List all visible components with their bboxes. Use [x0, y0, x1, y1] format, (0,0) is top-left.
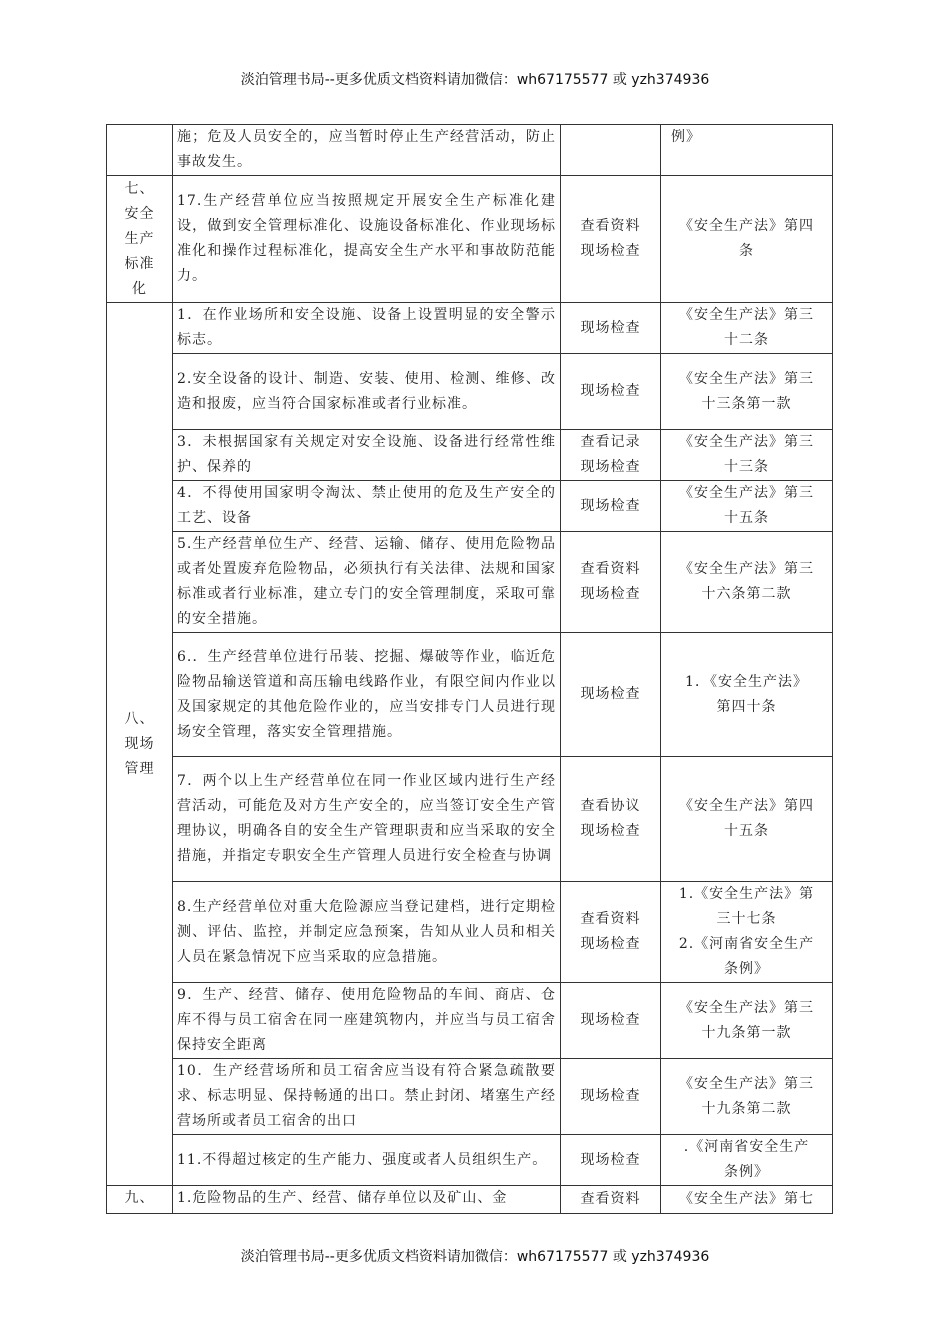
text-line: 《安全生产法》第四 — [679, 798, 814, 814]
method-cell — [561, 1059, 661, 1135]
text-line: 十九条第二款 — [701, 1100, 792, 1117]
basis-cell — [661, 633, 833, 757]
text-line: 现场检查 — [580, 319, 641, 336]
basis-cell — [661, 481, 833, 532]
table-row — [107, 633, 833, 757]
basis-cell — [661, 430, 833, 481]
text-line: 《安全生产法》第三 — [679, 307, 814, 323]
text-line: 查看记录 — [580, 434, 641, 450]
content-cell: 4．不得使用国家明令淘汰、禁止使用的危及生产安全的工艺、设备 — [173, 481, 561, 532]
table-row — [107, 1186, 833, 1214]
category-cell — [107, 303, 173, 1186]
text-line: 第四十条 — [716, 698, 777, 715]
text-line: 查看资料 — [580, 218, 641, 234]
basis-cell — [661, 1135, 833, 1186]
basis-cell — [661, 1059, 833, 1135]
text-line: 《安全生产法》第三 — [679, 1075, 814, 1092]
basis-cell — [661, 354, 833, 430]
table-row — [107, 303, 833, 354]
basis-cell — [661, 757, 833, 882]
text-line: 查看资料 — [580, 911, 641, 927]
method-cell — [561, 532, 661, 633]
table-row — [107, 430, 833, 481]
method-cell — [561, 125, 661, 176]
text-line: 《安全生产法》第三 — [679, 561, 814, 577]
table-row — [107, 481, 833, 532]
text-line: 十九条第一款 — [701, 1024, 792, 1041]
text-line: 现场检查 — [580, 936, 641, 952]
text-line: 九、 — [124, 1190, 155, 1206]
text-line: 查看资料 — [580, 1191, 641, 1207]
table-row — [107, 757, 833, 882]
text-line: 1.《安全生产法》第 — [678, 886, 815, 902]
text-line: 现场检查 — [580, 459, 641, 475]
method-cell — [561, 1186, 661, 1214]
text-line: 三十七条 — [716, 911, 777, 927]
content-cell: 5.生产经营单位生产、经营、运输、储存、使用危险物品或者处置废弃危险物品，必须执行有关法律、法规和国家标准或者行业标准，建立专门的安全管理制度，采取可靠的安全措施。 — [173, 532, 561, 633]
content-cell: 施；危及人员安全的，应当暂时停止生产经营活动，防止事故发生。 — [173, 125, 561, 176]
text-line: 管理 — [124, 760, 155, 777]
text-line: 生产 — [124, 230, 155, 247]
text-line: 条例》 — [724, 1164, 769, 1180]
table-row — [107, 125, 833, 176]
text-line: 八、 — [124, 710, 155, 727]
method-cell — [561, 303, 661, 354]
text-line: 现场检查 — [580, 497, 641, 514]
basis-cell — [661, 1186, 833, 1214]
text-line: 现场检查 — [580, 1151, 641, 1168]
method-cell — [561, 757, 661, 882]
table-row — [107, 882, 833, 983]
method-cell — [561, 481, 661, 532]
content-cell: 1．在作业场所和安全设施、设备上设置明显的安全警示标志。 — [173, 303, 561, 354]
text-line: 查看资料 — [580, 561, 641, 577]
basis-cell — [661, 176, 833, 303]
text-line: 现场检查 — [580, 686, 641, 702]
text-line: 《安全生产法》第三 — [679, 485, 814, 501]
content-cell: 11.不得超过核定的生产能力、强度或者人员组织生产。 — [173, 1135, 561, 1186]
method-cell — [561, 633, 661, 757]
basis-cell — [661, 882, 833, 983]
content-cell: 3．未根据国家有关规定对安全设施、设备进行经常性维护、保养的 — [173, 430, 561, 481]
content-cell: 6.．生产经营单位进行吊装、挖掘、爆破等作业，临近危险物品输送管道和高压输电线路作业，有限空间内作业以及国家规定的其他危险作业的，应当安排专门人员进行现场安全管理，落实安全管理措施。 — [173, 633, 561, 757]
content-cell: 9．生产、经营、储存、使用危险物品的车间、商店、仓库不得与员工宿舍在同一座建筑物内，并应当与员工宿舍保持安全距离 — [173, 983, 561, 1059]
basis-cell — [661, 983, 833, 1059]
table-row — [107, 983, 833, 1059]
method-cell — [561, 176, 661, 303]
text-line: 标准 — [124, 255, 155, 272]
basis-cell — [661, 303, 833, 354]
text-line: 十三条第一款 — [701, 395, 792, 412]
page-header: 淡泊管理书局--更多优质文档资料请加微信：wh67175577 或 yzh374936 — [240, 72, 710, 88]
text-line: 七、 — [124, 180, 155, 197]
text-line: 现场检查 — [580, 823, 641, 839]
text-line: 十五条 — [724, 510, 769, 526]
inspection-table — [106, 124, 833, 1214]
table-row — [107, 354, 833, 430]
content-cell: 8.生产经营单位对重大危险源应当登记建档，进行定期检测、评估、监控，并制定应急预案，告知从业人员和相关人员在紧急情况下应当采取的应急措施。 — [173, 882, 561, 983]
text-line: 《安全生产法》第三 — [679, 434, 814, 450]
text-line: 2.《河南省安全生产 — [678, 936, 815, 952]
content-cell: 7．两个以上生产经营单位在同一作业区域内进行生产经营活动，可能危及对方生产安全的，应当签订安全生产管理协议，明确各自的安全生产管理职责和应当采取的安全措施，并指定专职安全生产管理人员进行安全检查与协调 — [173, 757, 561, 882]
content-cell: 2.安全设备的设计、制造、安装、使用、检测、维修、改造和报废，应当符合国家标准或者行业标准。 — [173, 354, 561, 430]
table-row — [107, 176, 833, 303]
method-cell — [561, 882, 661, 983]
text-line: 现场 — [124, 735, 155, 752]
text-line: 安全 — [124, 205, 155, 222]
text-line: 条例》 — [724, 961, 769, 977]
text-line: 十六条第二款 — [701, 586, 792, 602]
content-cell: 17.生产经营单位应当按照规定开展安全生产标准化建设，做到安全管理标准化、设施设备标准化、作业现场标准化和操作过程标准化，提高安全生产水平和事故防范能力。 — [173, 176, 561, 303]
text-line: 现场检查 — [580, 243, 641, 259]
text-line: 十五条 — [724, 823, 769, 839]
text-line: 《安全生产法》第七 — [679, 1191, 814, 1207]
text-line: 《安全生产法》第三 — [679, 999, 814, 1016]
text-line: 现场检查 — [580, 383, 641, 399]
table-row — [107, 532, 833, 633]
method-cell — [561, 430, 661, 481]
text-line: 化 — [132, 280, 147, 297]
content-cell: 10．生产经营场所和员工宿舍应当设有符合紧急疏散要求、标志明显、保持畅通的出口。禁止封闭、堵塞生产经营场所或者员工宿舍的出口 — [173, 1059, 561, 1135]
text-line: 查看协议 — [580, 798, 641, 814]
table-row — [107, 1135, 833, 1186]
table-row — [107, 1059, 833, 1135]
basis-cell — [661, 532, 833, 633]
text-line: 《安全生产法》第三 — [679, 370, 814, 387]
text-line: 现场检查 — [580, 1088, 641, 1104]
category-cell — [107, 125, 173, 176]
method-cell — [561, 354, 661, 430]
text-line: .《河南省安全生产 — [683, 1139, 810, 1155]
text-line: 《安全生产法》第四 — [679, 218, 814, 234]
text-line: 十三条 — [724, 459, 769, 475]
text-line: 现场检查 — [580, 586, 641, 602]
content-cell: 1.危险物品的生产、经营、储存单位以及矿山、金 — [173, 1186, 561, 1214]
text-line: 1．《安全生产法》 — [685, 673, 808, 690]
table-body — [107, 125, 833, 1214]
category-cell — [107, 1186, 173, 1214]
basis-cell: 例》 — [661, 125, 833, 176]
text-line: 现场检查 — [580, 1012, 641, 1028]
category-cell — [107, 176, 173, 303]
page-footer: 淡泊管理书局--更多优质文档资料请加微信：wh67175577 或 yzh374936 — [240, 1249, 710, 1265]
method-cell — [561, 983, 661, 1059]
text-line: 条 — [739, 243, 754, 259]
method-cell — [561, 1135, 661, 1186]
text-line: 十二条 — [724, 332, 769, 348]
